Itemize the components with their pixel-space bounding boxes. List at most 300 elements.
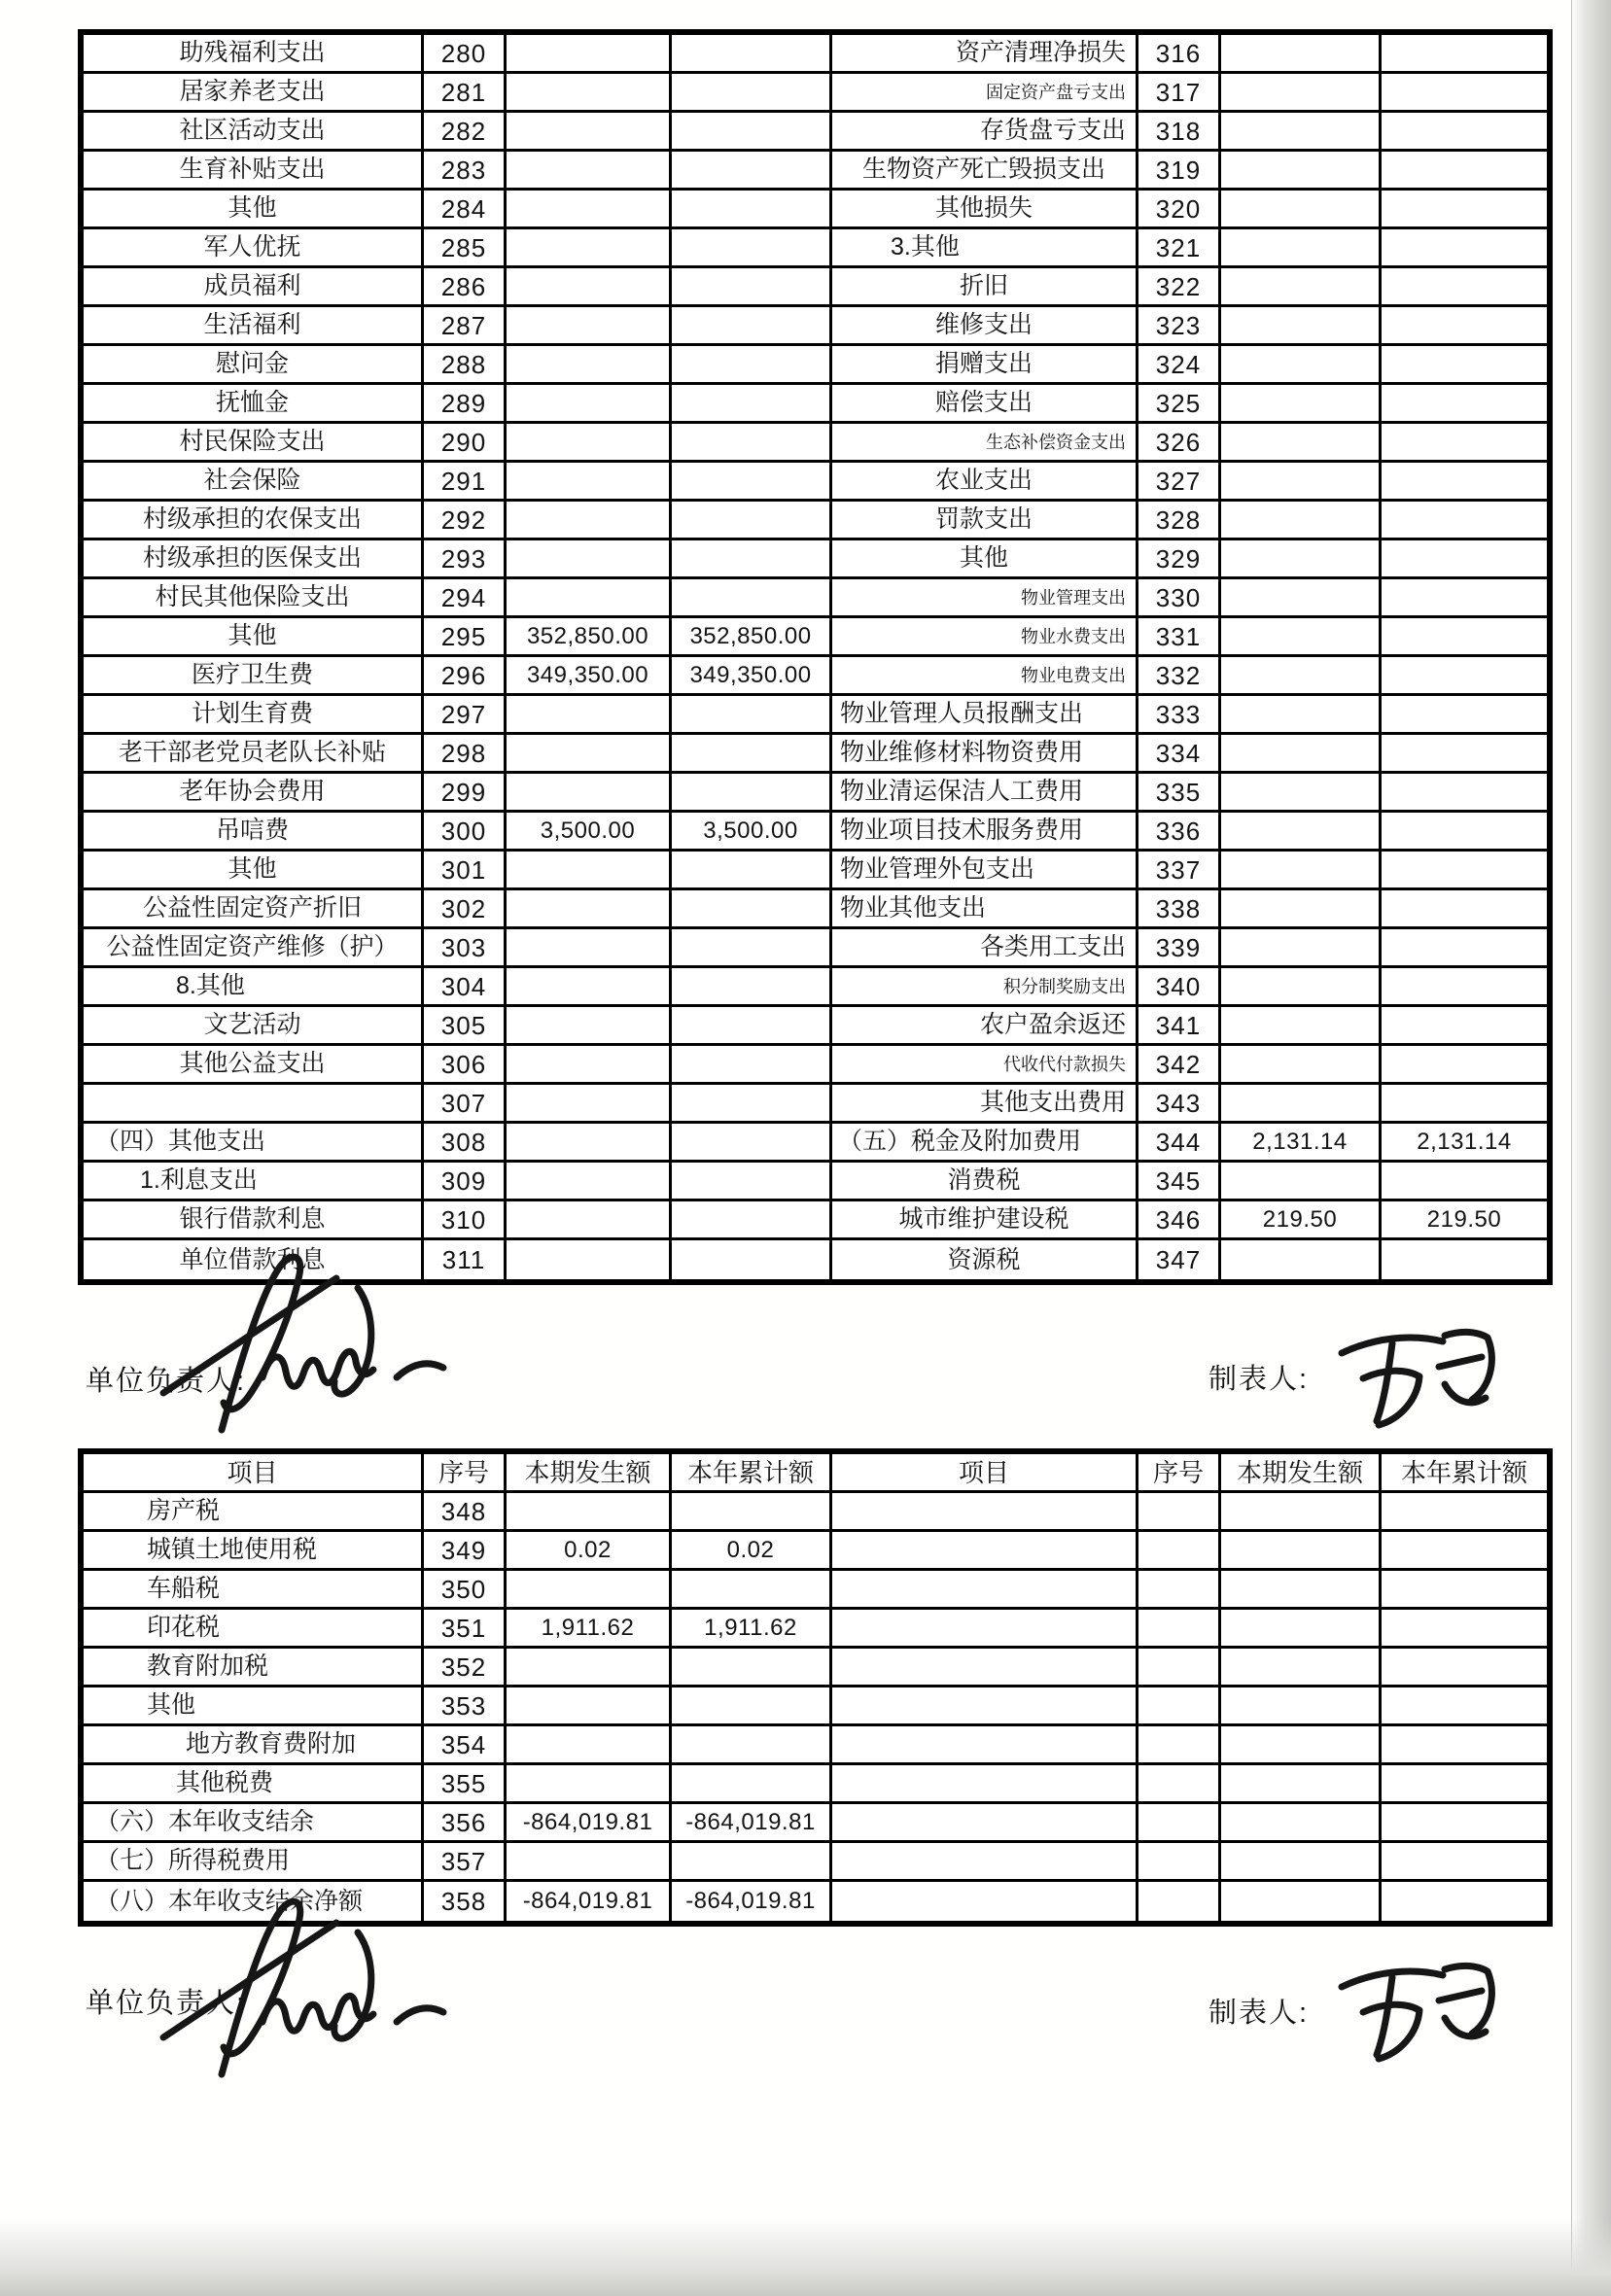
item-cell: 其他支出费用 bbox=[832, 1085, 1138, 1124]
current-period-amount-cell bbox=[507, 1163, 672, 1201]
year-to-date-amount-cell bbox=[672, 113, 832, 152]
year-to-date-amount-cell bbox=[1382, 1046, 1547, 1085]
year-to-date-amount-cell bbox=[1382, 890, 1547, 929]
serial-cell: 303 bbox=[424, 929, 507, 968]
item-cell: 积分制奖励支出 bbox=[832, 968, 1138, 1007]
item-cell: （四）其他支出 bbox=[84, 1124, 424, 1163]
item-cell: 农户盈余返还 bbox=[832, 1007, 1138, 1046]
current-period-amount-cell bbox=[507, 229, 672, 268]
year-to-date-amount-cell bbox=[672, 35, 832, 74]
year-to-date-amount-cell bbox=[672, 502, 832, 540]
current-period-amount-cell bbox=[507, 1765, 672, 1804]
year-to-date-amount-cell bbox=[1382, 1843, 1547, 1882]
current-period-amount-cell bbox=[507, 268, 672, 307]
serial-cell: 281 bbox=[424, 74, 507, 113]
serial-cell: 328 bbox=[1138, 502, 1221, 540]
current-period-amount-cell: 349,350.00 bbox=[507, 657, 672, 696]
item-cell: 吊唁费 bbox=[84, 813, 424, 852]
column-header: 项目 bbox=[84, 1454, 424, 1493]
item-cell: 物业维修材料物资费用 bbox=[832, 735, 1138, 774]
year-to-date-amount-cell bbox=[1382, 1493, 1547, 1532]
item-cell: 单位借款利息 bbox=[84, 1240, 424, 1279]
year-to-date-amount-cell bbox=[1382, 346, 1547, 385]
year-to-date-amount-cell bbox=[672, 1046, 832, 1085]
current-period-amount-cell bbox=[507, 74, 672, 113]
item-cell: 村级承担的医保支出 bbox=[84, 540, 424, 579]
item-cell: 物业其他支出 bbox=[832, 890, 1138, 929]
item-cell: 军人优抚 bbox=[84, 229, 424, 268]
column-header: 本期发生额 bbox=[507, 1454, 672, 1493]
item-cell: 社会保险 bbox=[84, 463, 424, 502]
year-to-date-amount-cell bbox=[672, 1571, 832, 1610]
item-cell: 文艺活动 bbox=[84, 1007, 424, 1046]
serial-cell bbox=[1138, 1882, 1221, 1921]
serial-cell: 296 bbox=[424, 657, 507, 696]
current-period-amount-cell bbox=[1221, 1804, 1382, 1843]
current-period-amount-cell bbox=[507, 35, 672, 74]
serial-cell: 348 bbox=[424, 1493, 507, 1532]
item-cell bbox=[832, 1571, 1138, 1610]
serial-cell: 358 bbox=[424, 1882, 507, 1921]
year-to-date-amount-cell bbox=[672, 268, 832, 307]
item-cell: 物业管理外包支出 bbox=[832, 852, 1138, 890]
column-header: 项目 bbox=[832, 1454, 1138, 1493]
item-cell bbox=[832, 1843, 1138, 1882]
item-cell: 物业项目技术服务费用 bbox=[832, 813, 1138, 852]
item-cell: 慰问金 bbox=[84, 346, 424, 385]
current-period-amount-cell: 219.50 bbox=[1221, 1201, 1382, 1240]
year-to-date-amount-cell bbox=[672, 1765, 832, 1804]
current-period-amount-cell bbox=[507, 1124, 672, 1163]
serial-cell: 294 bbox=[424, 579, 507, 618]
year-to-date-amount-cell bbox=[672, 1687, 832, 1726]
item-cell: 其他 bbox=[832, 540, 1138, 579]
item-cell bbox=[832, 1882, 1138, 1921]
current-period-amount-cell: 352,850.00 bbox=[507, 618, 672, 657]
item-cell bbox=[832, 1687, 1138, 1726]
current-period-amount-cell bbox=[507, 307, 672, 346]
year-to-date-amount-cell bbox=[1382, 35, 1547, 74]
current-period-amount-cell bbox=[1221, 774, 1382, 813]
year-to-date-amount-cell bbox=[1382, 424, 1547, 463]
current-period-amount-cell bbox=[1221, 346, 1382, 385]
year-to-date-amount-cell: 0.02 bbox=[672, 1532, 832, 1571]
year-to-date-amount-cell bbox=[1382, 540, 1547, 579]
current-period-amount-cell bbox=[507, 774, 672, 813]
year-to-date-amount-cell bbox=[1382, 307, 1547, 346]
year-to-date-amount-cell bbox=[1382, 1085, 1547, 1124]
current-period-amount-cell bbox=[1221, 1007, 1382, 1046]
serial-cell: 288 bbox=[424, 346, 507, 385]
serial-cell: 352 bbox=[424, 1649, 507, 1687]
current-period-amount-cell bbox=[507, 152, 672, 191]
item-cell: 物业电费支出 bbox=[832, 657, 1138, 696]
year-to-date-amount-cell bbox=[672, 1240, 832, 1279]
current-period-amount-cell bbox=[1221, 1882, 1382, 1921]
current-period-amount-cell bbox=[507, 385, 672, 424]
year-to-date-amount-cell bbox=[1382, 1765, 1547, 1804]
serial-cell: 311 bbox=[424, 1240, 507, 1279]
serial-cell: 351 bbox=[424, 1610, 507, 1649]
current-period-amount-cell bbox=[507, 540, 672, 579]
serial-cell: 335 bbox=[1138, 774, 1221, 813]
item-cell: 医疗卫生费 bbox=[84, 657, 424, 696]
year-to-date-amount-cell bbox=[1382, 852, 1547, 890]
item-cell: （八）本年收支结余净额 bbox=[84, 1882, 424, 1921]
current-period-amount-cell: -864,019.81 bbox=[507, 1804, 672, 1843]
serial-cell: 298 bbox=[424, 735, 507, 774]
serial-cell bbox=[1138, 1843, 1221, 1882]
current-period-amount-cell bbox=[1221, 424, 1382, 463]
item-cell: 其他税费 bbox=[84, 1765, 424, 1804]
serial-cell: 324 bbox=[1138, 346, 1221, 385]
item-cell: 房产税 bbox=[84, 1493, 424, 1532]
serial-cell bbox=[1138, 1765, 1221, 1804]
current-period-amount-cell bbox=[507, 579, 672, 618]
year-to-date-amount-cell bbox=[1382, 1726, 1547, 1765]
year-to-date-amount-cell: 1,911.62 bbox=[672, 1610, 832, 1649]
year-to-date-amount-cell bbox=[672, 424, 832, 463]
serial-cell: 331 bbox=[1138, 618, 1221, 657]
item-cell: 农业支出 bbox=[832, 463, 1138, 502]
item-cell: 其他 bbox=[84, 852, 424, 890]
year-to-date-amount-cell: 352,850.00 bbox=[672, 618, 832, 657]
item-cell bbox=[832, 1765, 1138, 1804]
serial-cell: 347 bbox=[1138, 1240, 1221, 1279]
serial-cell: 306 bbox=[424, 1046, 507, 1085]
year-to-date-amount-cell: 3,500.00 bbox=[672, 813, 832, 852]
current-period-amount-cell bbox=[507, 1046, 672, 1085]
preparer-signature-mid bbox=[1330, 1310, 1505, 1442]
year-to-date-amount-cell bbox=[1382, 1882, 1547, 1921]
serial-cell: 341 bbox=[1138, 1007, 1221, 1046]
item-cell: 印花税 bbox=[84, 1610, 424, 1649]
item-cell: 抚恤金 bbox=[84, 385, 424, 424]
year-to-date-amount-cell bbox=[672, 346, 832, 385]
item-cell: 物业清运保洁人工费用 bbox=[832, 774, 1138, 813]
year-to-date-amount-cell bbox=[1382, 74, 1547, 113]
serial-cell: 285 bbox=[424, 229, 507, 268]
item-cell: （五）税金及附加费用 bbox=[832, 1124, 1138, 1163]
year-to-date-amount-cell bbox=[1382, 1007, 1547, 1046]
year-to-date-amount-cell bbox=[1382, 1240, 1547, 1279]
column-header: 本年累计额 bbox=[672, 1454, 832, 1493]
year-to-date-amount-cell bbox=[1382, 1610, 1547, 1649]
serial-cell: 283 bbox=[424, 152, 507, 191]
year-to-date-amount-cell bbox=[1382, 618, 1547, 657]
year-to-date-amount-cell bbox=[672, 1201, 832, 1240]
serial-cell: 287 bbox=[424, 307, 507, 346]
item-cell: 物业水费支出 bbox=[832, 618, 1138, 657]
serial-cell: 295 bbox=[424, 618, 507, 657]
year-to-date-amount-cell bbox=[1382, 1163, 1547, 1201]
year-to-date-amount-cell bbox=[672, 968, 832, 1007]
year-to-date-amount-cell bbox=[672, 696, 832, 735]
serial-cell: 302 bbox=[424, 890, 507, 929]
current-period-amount-cell bbox=[1221, 618, 1382, 657]
preparer-label-bottom: 制表人: bbox=[1208, 1998, 1310, 2029]
column-header: 本年累计额 bbox=[1382, 1454, 1547, 1493]
year-to-date-amount-cell bbox=[1382, 929, 1547, 968]
year-to-date-amount-cell bbox=[1382, 968, 1547, 1007]
item-cell: 3.其他 bbox=[832, 229, 1138, 268]
item-cell: 捐赠支出 bbox=[832, 346, 1138, 385]
year-to-date-amount-cell: 349,350.00 bbox=[672, 657, 832, 696]
serial-cell: 321 bbox=[1138, 229, 1221, 268]
current-period-amount-cell bbox=[1221, 191, 1382, 229]
serial-cell: 327 bbox=[1138, 463, 1221, 502]
item-cell: 公益性固定资产维修（护） bbox=[84, 929, 424, 968]
item-cell: 老干部老党员老队长补贴 bbox=[84, 735, 424, 774]
current-period-amount-cell bbox=[1221, 113, 1382, 152]
current-period-amount-cell bbox=[1221, 929, 1382, 968]
year-to-date-amount-cell bbox=[1382, 1649, 1547, 1687]
serial-cell: 320 bbox=[1138, 191, 1221, 229]
serial-cell: 323 bbox=[1138, 307, 1221, 346]
preparer-label-mid: 制表人: bbox=[1208, 1364, 1310, 1395]
current-period-amount-cell bbox=[1221, 229, 1382, 268]
serial-cell: 325 bbox=[1138, 385, 1221, 424]
serial-cell: 300 bbox=[424, 813, 507, 852]
year-to-date-amount-cell bbox=[672, 74, 832, 113]
current-period-amount-cell bbox=[507, 1843, 672, 1882]
responsible-person-signature-mid bbox=[146, 1249, 467, 1439]
column-header: 本期发生额 bbox=[1221, 1454, 1382, 1493]
item-cell: 折旧 bbox=[832, 268, 1138, 307]
year-to-date-amount-cell: 219.50 bbox=[1382, 1201, 1547, 1240]
serial-cell: 304 bbox=[424, 968, 507, 1007]
item-cell bbox=[832, 1610, 1138, 1649]
serial-cell: 316 bbox=[1138, 35, 1221, 74]
serial-cell: 357 bbox=[424, 1843, 507, 1882]
current-period-amount-cell bbox=[1221, 307, 1382, 346]
responsible-person-label-mid: 单位负责人: bbox=[86, 1366, 247, 1397]
current-period-amount-cell bbox=[1221, 540, 1382, 579]
item-cell: 其他损失 bbox=[832, 191, 1138, 229]
year-to-date-amount-cell bbox=[672, 579, 832, 618]
year-to-date-amount-cell bbox=[672, 152, 832, 191]
serial-cell bbox=[1138, 1649, 1221, 1687]
item-cell bbox=[84, 1085, 424, 1124]
serial-cell: 291 bbox=[424, 463, 507, 502]
year-to-date-amount-cell bbox=[1382, 774, 1547, 813]
year-to-date-amount-cell bbox=[1382, 191, 1547, 229]
year-to-date-amount-cell bbox=[672, 385, 832, 424]
tax-and-balance-table bbox=[78, 1448, 1553, 1927]
serial-cell: 307 bbox=[424, 1085, 507, 1124]
column-header: 序号 bbox=[424, 1454, 507, 1493]
item-cell bbox=[832, 1493, 1138, 1532]
serial-cell: 336 bbox=[1138, 813, 1221, 852]
current-period-amount-cell bbox=[1221, 502, 1382, 540]
serial-cell: 286 bbox=[424, 268, 507, 307]
year-to-date-amount-cell bbox=[1382, 268, 1547, 307]
serial-cell: 326 bbox=[1138, 424, 1221, 463]
serial-cell: 290 bbox=[424, 424, 507, 463]
serial-cell: 309 bbox=[424, 1163, 507, 1201]
current-period-amount-cell bbox=[507, 1493, 672, 1532]
serial-cell bbox=[1138, 1804, 1221, 1843]
current-period-amount-cell bbox=[507, 1687, 672, 1726]
year-to-date-amount-cell bbox=[672, 1124, 832, 1163]
year-to-date-amount-cell bbox=[672, 1649, 832, 1687]
item-cell: 资产清理净损失 bbox=[832, 35, 1138, 74]
item-cell: 居家养老支出 bbox=[84, 74, 424, 113]
item-cell: 资源税 bbox=[832, 1240, 1138, 1279]
current-period-amount-cell bbox=[507, 1201, 672, 1240]
serial-cell: 319 bbox=[1138, 152, 1221, 191]
year-to-date-amount-cell bbox=[672, 929, 832, 968]
item-cell: 其他公益支出 bbox=[84, 1046, 424, 1085]
item-cell: 生物资产死亡毁损支出 bbox=[832, 152, 1138, 191]
current-period-amount-cell bbox=[507, 1649, 672, 1687]
item-cell: 其他 bbox=[84, 191, 424, 229]
serial-cell: 332 bbox=[1138, 657, 1221, 696]
year-to-date-amount-cell: -864,019.81 bbox=[672, 1882, 832, 1921]
serial-cell: 338 bbox=[1138, 890, 1221, 929]
item-cell: 车船税 bbox=[84, 1571, 424, 1610]
serial-cell: 339 bbox=[1138, 929, 1221, 968]
year-to-date-amount-cell bbox=[1382, 696, 1547, 735]
serial-cell: 333 bbox=[1138, 696, 1221, 735]
current-period-amount-cell bbox=[507, 696, 672, 735]
serial-cell: 310 bbox=[424, 1201, 507, 1240]
year-to-date-amount-cell bbox=[672, 1163, 832, 1201]
serial-cell: 330 bbox=[1138, 579, 1221, 618]
current-period-amount-cell bbox=[507, 735, 672, 774]
serial-cell bbox=[1138, 1571, 1221, 1610]
current-period-amount-cell bbox=[507, 191, 672, 229]
serial-cell: 334 bbox=[1138, 735, 1221, 774]
item-cell: 各类用工支出 bbox=[832, 929, 1138, 968]
current-period-amount-cell bbox=[507, 852, 672, 890]
serial-cell: 308 bbox=[424, 1124, 507, 1163]
year-to-date-amount-cell bbox=[1382, 1571, 1547, 1610]
serial-cell: 284 bbox=[424, 191, 507, 229]
current-period-amount-cell bbox=[1221, 1571, 1382, 1610]
serial-cell: 305 bbox=[424, 1007, 507, 1046]
year-to-date-amount-cell bbox=[672, 540, 832, 579]
item-cell: 成员福利 bbox=[84, 268, 424, 307]
expense-table-continued bbox=[78, 29, 1553, 1285]
paper-scan-edge-bottom bbox=[0, 2218, 1611, 2296]
year-to-date-amount-cell bbox=[1382, 502, 1547, 540]
current-period-amount-cell: 2,131.14 bbox=[1221, 1124, 1382, 1163]
current-period-amount-cell bbox=[1221, 1046, 1382, 1085]
serial-cell: 337 bbox=[1138, 852, 1221, 890]
current-period-amount-cell bbox=[1221, 1085, 1382, 1124]
serial-cell: 345 bbox=[1138, 1163, 1221, 1201]
year-to-date-amount-cell bbox=[1382, 579, 1547, 618]
year-to-date-amount-cell bbox=[1382, 735, 1547, 774]
current-period-amount-cell bbox=[1221, 1726, 1382, 1765]
year-to-date-amount-cell bbox=[672, 890, 832, 929]
current-period-amount-cell: 3,500.00 bbox=[507, 813, 672, 852]
year-to-date-amount-cell bbox=[672, 463, 832, 502]
year-to-date-amount-cell bbox=[672, 774, 832, 813]
item-cell: 社区活动支出 bbox=[84, 113, 424, 152]
current-period-amount-cell bbox=[1221, 463, 1382, 502]
item-cell: 村级承担的农保支出 bbox=[84, 502, 424, 540]
current-period-amount-cell bbox=[1221, 696, 1382, 735]
current-period-amount-cell bbox=[1221, 1163, 1382, 1201]
item-cell bbox=[832, 1726, 1138, 1765]
year-to-date-amount-cell bbox=[1382, 229, 1547, 268]
current-period-amount-cell bbox=[1221, 890, 1382, 929]
year-to-date-amount-cell bbox=[672, 307, 832, 346]
item-cell: 城市维护建设税 bbox=[832, 1201, 1138, 1240]
year-to-date-amount-cell bbox=[672, 191, 832, 229]
year-to-date-amount-cell bbox=[672, 852, 832, 890]
current-period-amount-cell bbox=[507, 929, 672, 968]
serial-cell: 299 bbox=[424, 774, 507, 813]
year-to-date-amount-cell bbox=[1382, 1804, 1547, 1843]
item-cell: 赔偿支出 bbox=[832, 385, 1138, 424]
current-period-amount-cell bbox=[1221, 1649, 1382, 1687]
year-to-date-amount-cell bbox=[1382, 152, 1547, 191]
current-period-amount-cell bbox=[507, 1085, 672, 1124]
current-period-amount-cell bbox=[1221, 1843, 1382, 1882]
year-to-date-amount-cell bbox=[1382, 113, 1547, 152]
item-cell bbox=[832, 1804, 1138, 1843]
serial-cell: 322 bbox=[1138, 268, 1221, 307]
serial-cell bbox=[1138, 1532, 1221, 1571]
current-period-amount-cell bbox=[507, 890, 672, 929]
current-period-amount-cell bbox=[1221, 657, 1382, 696]
item-cell: （六）本年收支结余 bbox=[84, 1804, 424, 1843]
current-period-amount-cell bbox=[507, 346, 672, 385]
current-period-amount-cell bbox=[1221, 852, 1382, 890]
current-period-amount-cell bbox=[1221, 735, 1382, 774]
serial-cell bbox=[1138, 1726, 1221, 1765]
item-cell: 公益性固定资产折旧 bbox=[84, 890, 424, 929]
item-cell: 物业管理人员报酬支出 bbox=[832, 696, 1138, 735]
current-period-amount-cell bbox=[507, 463, 672, 502]
year-to-date-amount-cell bbox=[1382, 813, 1547, 852]
item-cell: 其他 bbox=[84, 1687, 424, 1726]
current-period-amount-cell bbox=[1221, 1687, 1382, 1726]
year-to-date-amount-cell bbox=[672, 1493, 832, 1532]
serial-cell: 293 bbox=[424, 540, 507, 579]
serial-cell: 344 bbox=[1138, 1124, 1221, 1163]
item-cell: （七）所得税费用 bbox=[84, 1843, 424, 1882]
year-to-date-amount-cell bbox=[1382, 1687, 1547, 1726]
item-cell: 村民其他保险支出 bbox=[84, 579, 424, 618]
current-period-amount-cell bbox=[1221, 579, 1382, 618]
current-period-amount-cell bbox=[1221, 1610, 1382, 1649]
item-cell: 存货盘亏支出 bbox=[832, 113, 1138, 152]
current-period-amount-cell bbox=[507, 502, 672, 540]
year-to-date-amount-cell bbox=[672, 1085, 832, 1124]
current-period-amount-cell bbox=[1221, 1532, 1382, 1571]
serial-cell: 289 bbox=[424, 385, 507, 424]
item-cell: 老年协会费用 bbox=[84, 774, 424, 813]
column-header: 序号 bbox=[1138, 1454, 1221, 1493]
item-cell: 维修支出 bbox=[832, 307, 1138, 346]
serial-cell: 340 bbox=[1138, 968, 1221, 1007]
serial-cell: 317 bbox=[1138, 74, 1221, 113]
current-period-amount-cell bbox=[507, 968, 672, 1007]
item-cell: 固定资产盘亏支出 bbox=[832, 74, 1138, 113]
year-to-date-amount-cell bbox=[1382, 657, 1547, 696]
item-cell: 生态补偿资金支出 bbox=[832, 424, 1138, 463]
current-period-amount-cell bbox=[507, 424, 672, 463]
preparer-signature-bottom bbox=[1330, 1944, 1505, 2075]
item-cell: 城镇土地使用税 bbox=[84, 1532, 424, 1571]
item-cell: 8.其他 bbox=[84, 968, 424, 1007]
serial-cell: 356 bbox=[424, 1804, 507, 1843]
item-cell: 生活福利 bbox=[84, 307, 424, 346]
